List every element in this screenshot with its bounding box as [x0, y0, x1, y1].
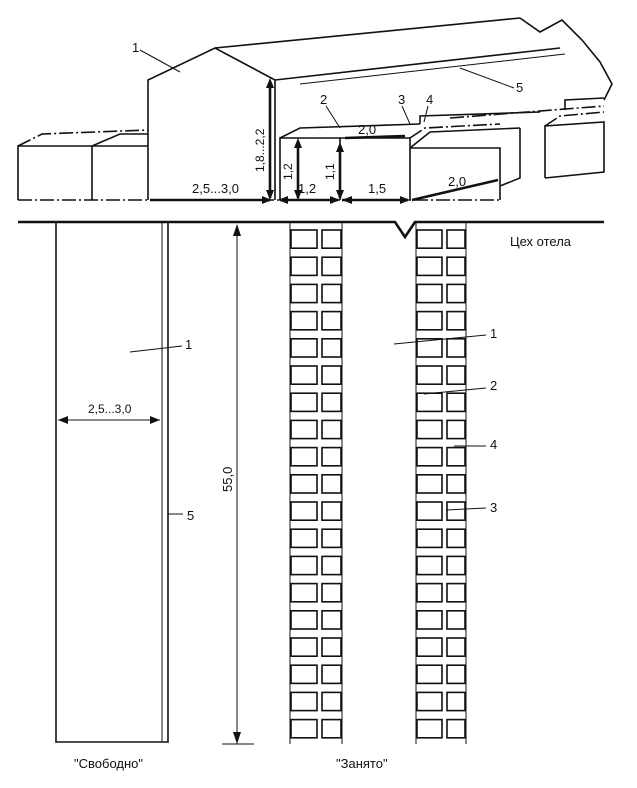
- stall-cell: [291, 257, 317, 275]
- stall-cell: [417, 638, 442, 656]
- stall-cell: [447, 366, 465, 384]
- stall-cell: [291, 529, 317, 547]
- stall-cell: [291, 393, 317, 411]
- stall-cell: [417, 393, 442, 411]
- stall-cell: [417, 420, 442, 438]
- stall-cell: [322, 339, 341, 357]
- stall-cell: [291, 720, 317, 738]
- stall-cell: [291, 284, 317, 302]
- stall-cell: [291, 312, 317, 330]
- hall-label: Цех отела: [510, 234, 572, 249]
- stall-cell: [291, 611, 317, 629]
- stall-cell: [417, 366, 442, 384]
- dim-width-aisle-plan: 2,5...3,0: [88, 402, 132, 416]
- dim-width-aisle-top: 2,5...3,0: [192, 181, 239, 196]
- stall-cell: [417, 720, 442, 738]
- stall-cell: [291, 665, 317, 683]
- stall-cell: [417, 257, 442, 275]
- callout-4-right: 4: [490, 437, 498, 452]
- dim-width-gap: 1,5: [368, 181, 387, 196]
- stall-cell: [291, 502, 317, 520]
- callout-2-top: 2: [320, 92, 328, 107]
- plan-view: [18, 222, 604, 744]
- callout-5-top: 5: [516, 80, 524, 95]
- stall-cell: [447, 584, 465, 602]
- stall-cell: [291, 638, 317, 656]
- dim-depth-box: 2,0: [358, 122, 377, 137]
- stall-cell: [291, 420, 317, 438]
- stall-cell: [447, 448, 465, 466]
- stall-cell: [417, 556, 442, 574]
- stall-cell: [417, 312, 442, 330]
- stall-cell: [322, 420, 341, 438]
- dim-length-row: 55,0: [220, 466, 235, 492]
- stall-cell: [291, 692, 317, 710]
- stall-cell: [417, 665, 442, 683]
- label-busy: "Занято": [336, 756, 388, 771]
- stall-cell: [447, 529, 465, 547]
- callout-3-top: 3: [398, 92, 406, 107]
- stall-cell: [447, 420, 465, 438]
- stall-cell: [447, 556, 465, 574]
- stall-cell: [417, 475, 442, 493]
- stall-cell: [322, 393, 341, 411]
- stall-cell: [447, 339, 465, 357]
- stall-cell: [291, 475, 317, 493]
- stall-cell: [417, 692, 442, 710]
- stall-cell: [291, 366, 317, 384]
- dim-height-box-b: 1,1: [323, 163, 337, 180]
- perspective-view: [18, 18, 612, 200]
- callout-1-top: 1: [132, 40, 140, 55]
- stall-cell: [447, 611, 465, 629]
- stall-cell: [322, 475, 341, 493]
- callout-2-right: 2: [490, 378, 498, 393]
- stall-cell: [322, 720, 341, 738]
- stall-cell: [417, 284, 442, 302]
- stall-cell: [322, 448, 341, 466]
- stall-cell: [322, 284, 341, 302]
- stall-cell: [417, 529, 442, 547]
- stall-cell: [291, 584, 317, 602]
- stall-cell: [417, 230, 442, 248]
- stall-cell: [322, 556, 341, 574]
- stall-cell: [322, 529, 341, 547]
- callout-1-right: 1: [490, 326, 498, 341]
- callout-5-left: 5: [187, 508, 195, 523]
- stall-cell: [322, 611, 341, 629]
- stall-cell: [322, 257, 341, 275]
- stall-cell: [322, 312, 341, 330]
- stall-cell: [417, 584, 442, 602]
- callout-1-left: 1: [185, 337, 193, 352]
- stall-cell: [417, 448, 442, 466]
- stall-cell: [322, 692, 341, 710]
- stall-cell: [447, 393, 465, 411]
- stall-cell: [291, 230, 317, 248]
- stall-cell: [447, 284, 465, 302]
- dim-width-box-right: 2,0: [448, 174, 467, 189]
- stall-cell: [291, 556, 317, 574]
- callout-3-right: 3: [490, 500, 498, 515]
- stall-cell: [322, 584, 341, 602]
- stall-cell: [447, 638, 465, 656]
- stall-cell: [322, 638, 341, 656]
- stall-cell: [322, 366, 341, 384]
- stall-cell: [417, 611, 442, 629]
- label-free: "Свободно": [74, 756, 143, 771]
- stall-cell: [447, 475, 465, 493]
- stall-cell: [447, 502, 465, 520]
- stall-cell: [322, 230, 341, 248]
- stall-cell: [322, 502, 341, 520]
- stall-cell: [447, 692, 465, 710]
- stall-cell: [322, 665, 341, 683]
- stall-cell: [447, 257, 465, 275]
- dim-width-box: 1,2: [298, 181, 317, 196]
- dim-height-box-a: 1,2: [281, 163, 295, 180]
- callout-4-top: 4: [426, 92, 434, 107]
- stall-cell: [291, 448, 317, 466]
- dim-height-building: 1,8...2,2: [253, 128, 267, 172]
- stall-cell: [447, 665, 465, 683]
- stall-cell: [291, 339, 317, 357]
- stall-cell: [447, 720, 465, 738]
- stall-cell: [417, 502, 442, 520]
- stall-cell: [447, 312, 465, 330]
- stall-cell: [447, 230, 465, 248]
- stall-columns: [291, 230, 465, 738]
